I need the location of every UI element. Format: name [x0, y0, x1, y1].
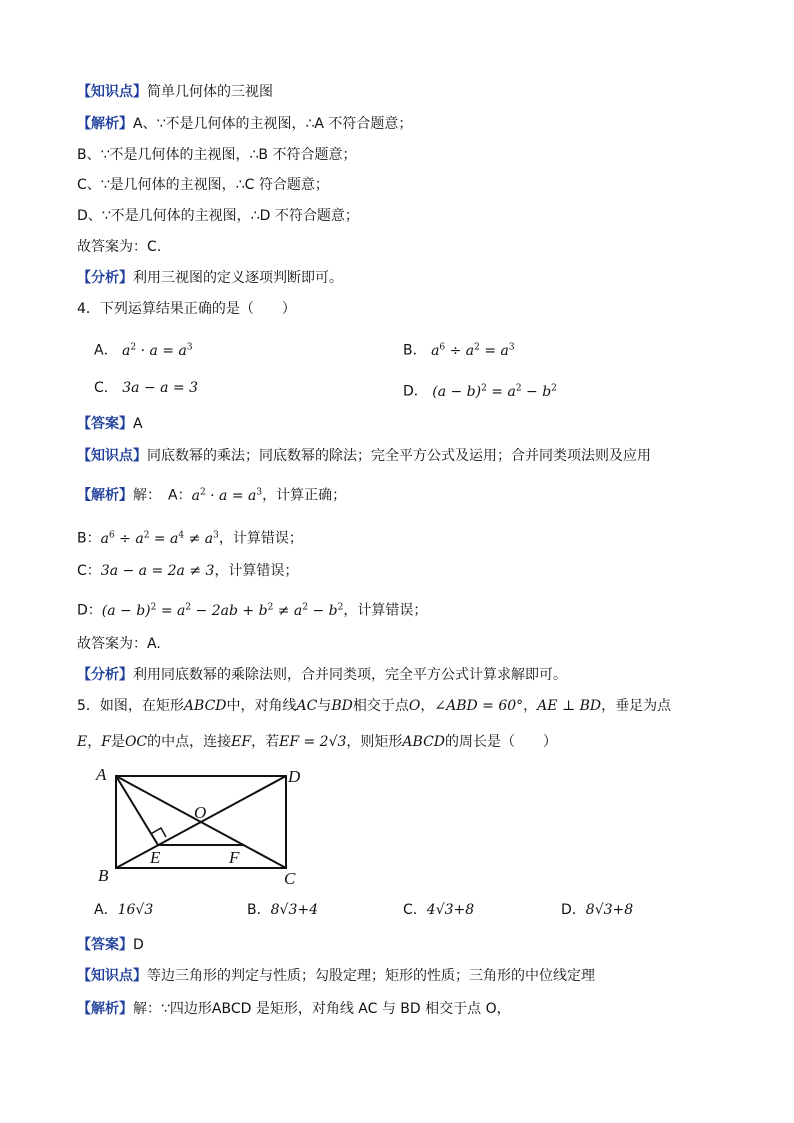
right-angle-mark — [152, 828, 167, 837]
q4-analysis-line-d: D：$(a - b)^2 = a^2 - 2ab + b^2 \ne a^2 - b^2$，计算错误； — [77, 602, 428, 619]
q4-option-a — [94, 337, 193, 361]
knowledge-text: 简单几何体的三视图 — [147, 84, 273, 100]
knowledge-tag: 【知识点】 — [77, 968, 147, 984]
q3-analysis-line-d: D、∵不是几何体的主视图，∴D 不符合题意； — [77, 208, 359, 224]
q5-stem-line-2: E，F是OC的中点，连接EF，若EF = 2√3，则矩形ABCD的周长是（ ） — [77, 734, 558, 750]
label-f: F — [229, 848, 240, 867]
q4-option-c — [94, 378, 198, 398]
q3-analysis-line-a — [77, 114, 412, 134]
analysis-text: 解：∵四边形ABCD 是矩形，对角线 AC 与 BD 相交于点 O， — [133, 1001, 511, 1017]
q4-summary-line — [77, 665, 567, 685]
q5-analysis-line — [77, 999, 511, 1019]
analysis-tag: 【解析】 — [77, 1001, 133, 1017]
knowledge-text: 等边三角形的判定与性质；勾股定理；矩形的性质；三角形的中位线定理 — [147, 968, 595, 984]
q4-answer-line: 故答案为：A. — [77, 636, 161, 652]
q5-answer — [77, 935, 144, 955]
option-expression: $(a - b)^2 = a^2 - b^2$ — [432, 383, 557, 400]
q4-option-b — [403, 337, 515, 361]
answer-tag: 【答案】 — [77, 416, 133, 432]
label-d: D — [288, 767, 301, 786]
knowledge-tag: 【知识点】 — [77, 448, 147, 464]
q4-analysis-line-c: C：3a − a = 2a ≠ 3，计算错误； — [77, 563, 299, 579]
analysis-tag: 【解析】 — [77, 487, 133, 504]
knowledge-text: 同底数幂的乘法；同底数幂的除法；完全平方公式及运用；合并同类项法则及应用 — [147, 448, 651, 464]
summary-tag: 【分析】 — [77, 667, 133, 683]
option-label: D． — [403, 383, 428, 400]
option-expression: $a^2 \cdot a = a^3$ — [122, 342, 193, 359]
analysis-text: A、∵不是几何体的主视图，∴A 不符合题意； — [133, 116, 413, 132]
option-expression: $a^6 \div a^2 = a^3$ — [431, 342, 515, 359]
option-value: 8√3+4 — [270, 902, 318, 918]
answer-text: A — [133, 416, 143, 432]
label-a: A — [96, 765, 107, 784]
option-label: A． — [94, 342, 118, 359]
option-label: B． — [403, 342, 427, 359]
q5-option-a: A．16√3 — [94, 902, 154, 918]
summary-text: 利用同底数幂的乘除法则，合并同类项，完全平方公式计算求解即可。 — [133, 667, 567, 683]
label-b: B — [98, 866, 109, 885]
q3-answer-line: 故答案为：C. — [77, 239, 162, 255]
option-value: 16√3 — [117, 902, 154, 918]
q5-option-d: D．8√3+8 — [561, 902, 634, 918]
q5-option-b: B．8√3+4 — [247, 902, 318, 918]
q4-option-d — [403, 378, 557, 402]
option-label: C． — [94, 380, 118, 396]
label-o: O — [194, 803, 207, 822]
q5-knowledge-line — [77, 966, 595, 986]
option-expression: 3a − a = 3 — [122, 380, 199, 396]
analysis-expression: $a^2 \cdot a = a^3$ — [191, 487, 263, 504]
option-value: 8√3+8 — [585, 902, 634, 918]
q4-stem: 4．下列运算结果正确的是（ ） — [77, 301, 296, 317]
q3-analysis-line-b: B、∵不是几何体的主视图，∴B 不符合题意； — [77, 147, 357, 163]
analysis-expression: $(a - b)^2 = a^2 - 2ab + b^2 \ne a^2 - b^2$ — [101, 602, 344, 619]
summary-text: 利用三视图的定义逐项判断即可。 — [133, 270, 343, 286]
q3-summary-line — [77, 268, 343, 288]
q4-knowledge-line — [77, 446, 651, 466]
q3-analysis-line-c: C、∵是几何体的主视图，∴C 符合题意； — [77, 177, 329, 193]
rectangle-figure — [94, 762, 306, 886]
answer-text: D — [133, 937, 144, 953]
analysis-tag: 【解析】 — [77, 116, 133, 132]
label-c: C — [284, 869, 296, 886]
label-e: E — [150, 848, 161, 867]
analysis-expression: 3a − a = 2a ≠ 3 — [100, 563, 215, 579]
q5-stem-line-1: 5．如图，在矩形ABCD中，对角线AC与BD相交于点O，∠ABD = 60°，AE ⊥ BD，垂足为点 — [77, 698, 672, 714]
q3-knowledge-line — [77, 82, 273, 102]
option-value: 4√3+8 — [426, 902, 475, 918]
q4-analysis-line-a: 【解析】解： A：$a^2 \cdot a = a^3$，计算正确； — [77, 487, 347, 504]
analysis-expression: $a^6 \div a^2 = a^4 \ne a^3$ — [100, 530, 219, 547]
knowledge-tag: 【知识点】 — [77, 84, 147, 100]
q4-analysis-line-b: B：$a^6 \div a^2 = a^4 \ne a^3$，计算错误； — [77, 530, 303, 547]
q4-answer — [77, 414, 143, 434]
answer-tag: 【答案】 — [77, 937, 133, 953]
summary-tag: 【分析】 — [77, 270, 133, 286]
q5-option-c: C．4√3+8 — [403, 902, 475, 918]
